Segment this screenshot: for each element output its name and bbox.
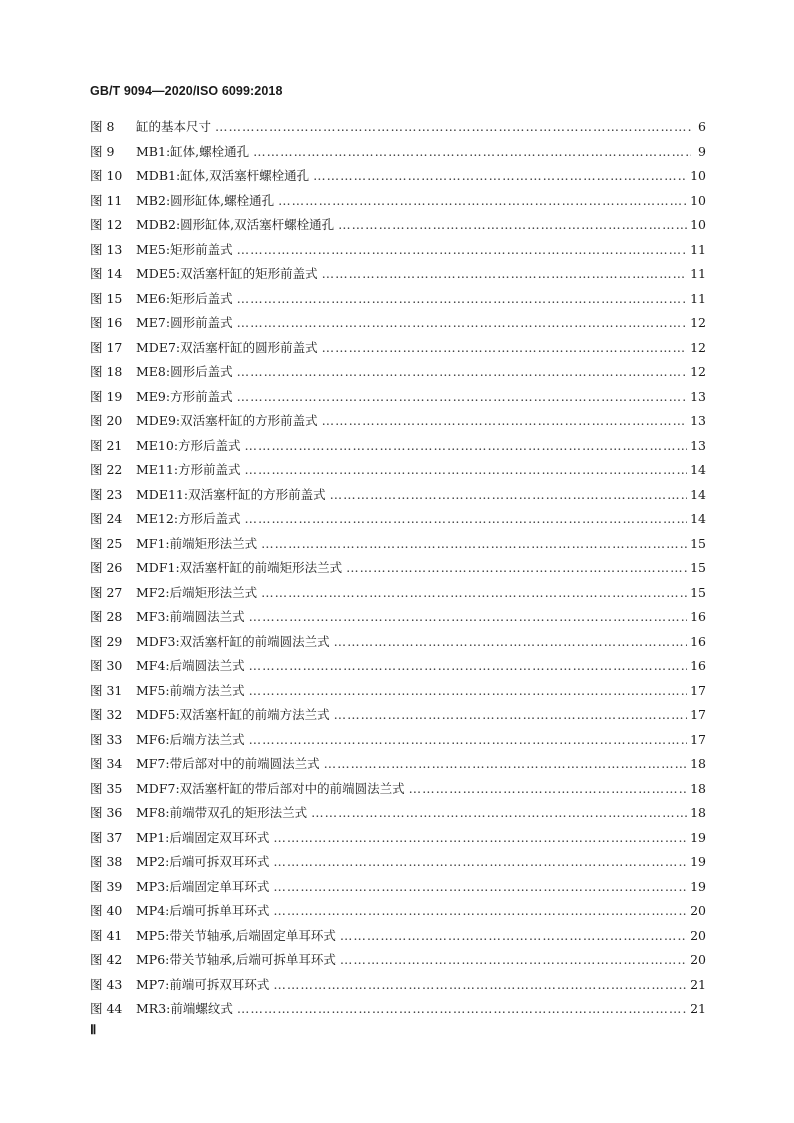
figure-title: MP5:带关节轴承,后端固定单耳环式 <box>136 927 336 943</box>
figure-title: MDF5:双活塞杆缸的前端方法兰式 <box>136 707 330 722</box>
figure-title: MF7:带后部对中的前端圆法兰式 <box>136 756 320 771</box>
dot-leader <box>245 438 688 453</box>
figure-number: 图 11 <box>90 192 123 208</box>
figure-number: 图 12 <box>90 217 123 232</box>
figure-title: MF1:前端矩形法兰式 <box>136 535 258 551</box>
figure-page-number: 16 <box>690 609 706 624</box>
figure-title: MP1:后端固定双耳环式 <box>136 829 270 845</box>
figure-number: 图 26 <box>90 560 123 575</box>
figure-number: 图 36 <box>90 805 123 820</box>
figure-page-number: 11 <box>690 241 706 257</box>
toc-entry[interactable] <box>90 313 706 338</box>
figure-number: 图 13 <box>90 241 123 257</box>
toc-entry[interactable] <box>90 607 706 632</box>
dot-leader <box>340 952 687 967</box>
dot-leader <box>261 585 687 600</box>
figure-title: MF5:前端方法兰式 <box>136 682 245 698</box>
toc-entry[interactable] <box>90 950 706 975</box>
figure-title: MDE11:双活塞杆缸的方形前盖式 <box>136 486 326 502</box>
toc-entry[interactable] <box>90 117 706 142</box>
figure-number: 图 22 <box>90 462 123 477</box>
figure-number: 图 19 <box>90 388 123 404</box>
figure-page-number: 14 <box>690 511 706 526</box>
dot-leader <box>245 462 688 477</box>
dot-leader <box>237 315 688 330</box>
figure-page-number: 15 <box>690 560 706 575</box>
figure-page-number: 11 <box>690 266 706 281</box>
figure-page-number: 18 <box>690 805 706 820</box>
figure-title: ME8:圆形后盖式 <box>136 364 233 379</box>
dot-leader <box>311 805 687 820</box>
dot-leader <box>237 364 688 379</box>
figure-number: 图 44 <box>90 1001 123 1016</box>
figure-title: MF3:前端圆法兰式 <box>136 609 245 624</box>
figure-page-number: 19 <box>690 829 706 845</box>
figure-page-number: 20 <box>690 952 706 967</box>
figure-number: 图 41 <box>90 927 123 943</box>
toc-entry[interactable] <box>90 485 706 510</box>
figure-number: 图 32 <box>90 707 123 722</box>
figure-number: 图 14 <box>90 266 123 281</box>
dot-leader <box>253 144 691 159</box>
figure-page-number: 13 <box>690 437 706 453</box>
figure-page-number: 15 <box>690 535 706 551</box>
toc-entry[interactable] <box>90 362 706 387</box>
figure-number: 图 18 <box>90 364 123 379</box>
toc-entry[interactable] <box>90 705 706 730</box>
toc-entry[interactable] <box>90 583 706 608</box>
figure-number: 图 29 <box>90 633 123 649</box>
figure-title: MDF7:双活塞杆缸的带后部对中的前端圆法兰式 <box>136 780 405 796</box>
figure-number: 图 21 <box>90 437 123 453</box>
toc-entry[interactable] <box>90 754 706 779</box>
figure-page-number: 20 <box>690 927 706 943</box>
figure-page-number: 13 <box>690 388 706 404</box>
figure-number: 图 37 <box>90 829 123 845</box>
dot-leader <box>273 879 687 894</box>
figure-title: MDB1:缸体,双活塞杆螺栓通孔 <box>136 168 310 183</box>
figure-page-number: 6 <box>698 119 706 134</box>
toc-entry[interactable] <box>90 730 706 755</box>
dot-leader <box>237 291 688 306</box>
figure-page-number: 13 <box>690 413 706 428</box>
toc-entry[interactable] <box>90 656 706 681</box>
dot-leader <box>322 266 687 281</box>
figure-page-number: 12 <box>690 339 706 355</box>
dot-leader <box>346 560 687 575</box>
toc-entry[interactable] <box>90 877 706 902</box>
toc-entry[interactable] <box>90 975 706 1000</box>
figure-number: 图 23 <box>90 486 123 502</box>
figure-page-number: 11 <box>690 290 706 306</box>
toc-entry[interactable] <box>90 803 706 828</box>
figure-number: 图 16 <box>90 315 123 330</box>
figure-title: MF2:后端矩形法兰式 <box>136 584 258 600</box>
figure-title: MDF3:双活塞杆缸的前端圆法兰式 <box>136 633 330 649</box>
figure-title: ME10:方形后盖式 <box>136 437 241 453</box>
figure-title: MF6:后端方法兰式 <box>136 731 245 747</box>
toc-entry[interactable] <box>90 289 706 314</box>
figure-title: MDE7:双活塞杆缸的圆形前盖式 <box>136 339 318 355</box>
figure-page-number: 21 <box>690 1001 706 1016</box>
toc-entry[interactable] <box>90 411 706 436</box>
document-header-code: GB/T 9094—2020/ISO 6099:2018 <box>90 84 283 98</box>
figure-page-number: 20 <box>690 903 706 918</box>
dot-leader <box>340 928 687 943</box>
figure-page-number: 18 <box>690 756 706 771</box>
dot-leader <box>215 119 691 134</box>
toc-entry[interactable] <box>90 387 706 412</box>
toc-entry[interactable] <box>90 166 706 191</box>
toc-entry[interactable] <box>90 509 706 534</box>
figure-title: MP6:带关节轴承,后端可拆单耳环式 <box>136 952 336 967</box>
figure-title: MP7:前端可拆双耳环式 <box>136 976 270 992</box>
figure-title: MP2:后端可拆双耳环式 <box>136 854 270 869</box>
toc-entry[interactable] <box>90 926 706 951</box>
figure-number: 图 39 <box>90 878 123 894</box>
toc-entry[interactable] <box>90 681 706 706</box>
dot-leader <box>334 634 687 649</box>
figure-number: 图 30 <box>90 658 123 673</box>
toc-entry[interactable] <box>90 338 706 363</box>
figure-title: MP3:后端固定单耳环式 <box>136 878 270 894</box>
dot-leader <box>278 193 687 208</box>
dot-leader <box>237 242 688 257</box>
figure-title: MP4:后端可拆单耳环式 <box>136 903 270 918</box>
figure-page-number: 16 <box>690 658 706 673</box>
dot-leader <box>245 511 688 526</box>
toc-entry[interactable] <box>90 215 706 240</box>
figure-title: ME6:矩形后盖式 <box>136 290 233 306</box>
dot-leader <box>249 658 687 673</box>
figure-number: 图 43 <box>90 976 123 992</box>
figure-title: MDE5:双活塞杆缸的矩形前盖式 <box>136 266 318 281</box>
figure-page-number: 21 <box>690 976 706 992</box>
dot-leader <box>273 903 687 918</box>
page-number: Ⅱ <box>90 1022 97 1037</box>
figure-page-number: 14 <box>690 462 706 477</box>
figure-number: 图 27 <box>90 584 123 600</box>
figure-title: ME11:方形前盖式 <box>136 462 241 477</box>
dot-leader <box>313 168 687 183</box>
figure-title: ME12:方形后盖式 <box>136 511 241 526</box>
toc-entry[interactable] <box>90 240 706 265</box>
dot-leader <box>322 413 687 428</box>
figure-title: ME7:圆形前盖式 <box>136 315 233 330</box>
figure-number: 图 25 <box>90 535 123 551</box>
figure-page-number: 14 <box>690 486 706 502</box>
figure-page-number: 12 <box>690 315 706 330</box>
dot-leader <box>249 683 687 698</box>
toc-entry[interactable] <box>90 264 706 289</box>
figure-title: MB1:缸体,螺栓通孔 <box>136 143 250 159</box>
figure-page-number: 19 <box>690 854 706 869</box>
figure-title: MDF1:双活塞杆缸的前端矩形法兰式 <box>136 560 343 575</box>
dot-leader <box>338 217 687 232</box>
figure-list <box>90 117 706 1024</box>
dot-leader <box>324 756 687 771</box>
toc-entry[interactable] <box>90 142 706 167</box>
dot-leader <box>273 830 687 845</box>
toc-entry[interactable] <box>90 436 706 461</box>
dot-leader <box>237 1001 687 1016</box>
dot-leader <box>334 707 687 722</box>
toc-entry[interactable] <box>90 828 706 853</box>
figure-number: 图 33 <box>90 731 123 747</box>
figure-number: 图 35 <box>90 780 123 796</box>
figure-number: 图 24 <box>90 511 123 526</box>
figure-page-number: 18 <box>690 780 706 796</box>
dot-leader <box>249 732 687 747</box>
figure-number: 图 38 <box>90 854 123 869</box>
figure-number: 图 34 <box>90 756 123 771</box>
figure-number: 图 10 <box>90 168 123 183</box>
dot-leader <box>261 536 687 551</box>
figure-page-number: 17 <box>690 731 706 747</box>
toc-entry[interactable] <box>90 901 706 926</box>
figure-title: ME9:方形前盖式 <box>136 388 233 404</box>
figure-number: 图 20 <box>90 413 123 428</box>
dot-leader <box>273 854 687 869</box>
figure-page-number: 16 <box>690 633 706 649</box>
toc-entry[interactable] <box>90 191 706 216</box>
figure-page-number: 17 <box>690 707 706 722</box>
figure-number: 图 15 <box>90 290 123 306</box>
dot-leader <box>237 389 688 404</box>
figure-title: MR3:前端螺纹式 <box>136 1001 233 1016</box>
figure-number: 图 9 <box>90 143 115 159</box>
dot-leader <box>330 487 688 502</box>
figure-title: 缸的基本尺寸 <box>136 119 212 134</box>
figure-page-number: 9 <box>698 143 706 159</box>
toc-entry[interactable] <box>90 632 706 657</box>
figure-number: 图 40 <box>90 903 123 918</box>
dot-leader <box>322 340 687 355</box>
figure-title: MB2:圆形缸体,螺栓通孔 <box>136 192 275 208</box>
figure-page-number: 10 <box>690 192 706 208</box>
toc-entry[interactable] <box>90 534 706 559</box>
figure-title: MF4:后端圆法兰式 <box>136 658 245 673</box>
figure-page-number: 15 <box>690 584 706 600</box>
figure-page-number: 19 <box>690 878 706 894</box>
toc-entry[interactable] <box>90 999 706 1024</box>
toc-entry[interactable] <box>90 779 706 804</box>
figure-title: MDB2:圆形缸体,双活塞杆螺栓通孔 <box>136 217 335 232</box>
dot-leader <box>409 781 687 796</box>
figure-number: 图 28 <box>90 609 123 624</box>
figure-number: 图 31 <box>90 682 123 698</box>
figure-number: 图 17 <box>90 339 123 355</box>
figure-page-number: 10 <box>690 168 706 183</box>
toc-entry[interactable] <box>90 558 706 583</box>
figure-page-number: 17 <box>690 682 706 698</box>
figure-title: ME5:矩形前盖式 <box>136 241 233 257</box>
dot-leader <box>249 609 687 624</box>
toc-entry[interactable] <box>90 852 706 877</box>
figure-page-number: 10 <box>690 217 706 232</box>
figure-number: 图 42 <box>90 952 123 967</box>
dot-leader <box>273 977 687 992</box>
figure-number: 图 8 <box>90 119 115 134</box>
figure-page-number: 12 <box>690 364 706 379</box>
toc-entry[interactable] <box>90 460 706 485</box>
figure-title: MF8:前端带双孔的矩形法兰式 <box>136 805 308 820</box>
figure-title: MDE9:双活塞杆缸的方形前盖式 <box>136 413 318 428</box>
